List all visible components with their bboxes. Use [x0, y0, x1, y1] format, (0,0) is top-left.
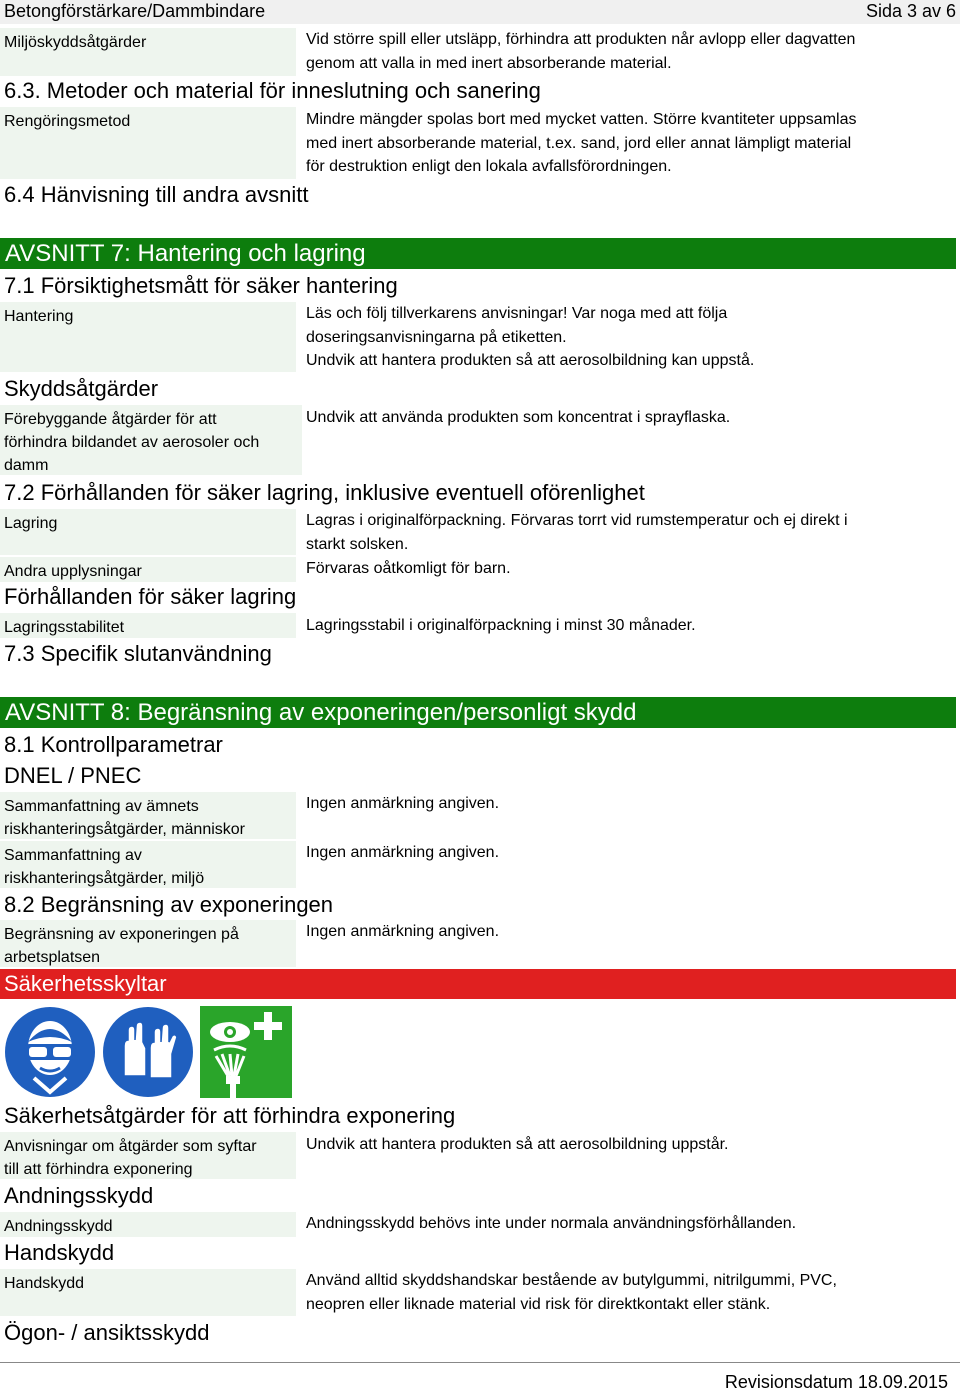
prevention-instructions-label: Anvisningar om åtgärder som syftar till att förhindra exponering — [0, 1132, 296, 1179]
heading-8-1: 8.1 Kontrollparametrar — [4, 732, 223, 757]
eyewash-first-aid-sign-icon — [200, 1006, 292, 1098]
prevention-instructions-value: Undvik att hantera produkten så att aerosolbildning uppstår. — [306, 1136, 729, 1153]
workplace-exposure-value: Ingen anmärkning angiven. — [306, 923, 500, 940]
respiratory-value: Andningsskydd behövs inte under normala användningsförhållanden. — [306, 1215, 797, 1232]
heading-7-3: 7.3 Specifik slutanvändning — [4, 641, 272, 666]
env-risk-value: Ingen anmärkning angiven. — [306, 844, 500, 861]
safety-signs-band: Säkerhetsskyltar — [0, 969, 956, 999]
gloves-sign-icon — [102, 1006, 194, 1098]
storage-stability-value: Lagringsstabil i originalförpackning i minst 30 månader. — [306, 617, 696, 634]
workplace-exposure-label: Begränsning av exponeringen på arbetsplatsen — [0, 920, 296, 967]
exposure-measures-heading: Säkerhetsåtgärder för att förhindra exponering — [4, 1103, 456, 1128]
footer-divider — [0, 1362, 960, 1363]
hand-protection-heading: Handskydd — [4, 1240, 115, 1265]
storage-stability-label: Lagringsstabilitet — [0, 613, 296, 638]
human-risk-label: Sammanfattning av ämnets riskhanteringsåtgärder, människor — [0, 792, 296, 839]
revision-date: Revisionsdatum 18.09.2015 — [724, 1372, 948, 1392]
env-measures-label: Miljöskyddsåtgärder — [0, 28, 296, 76]
respiratory-heading: Andningsskydd — [4, 1183, 154, 1208]
document-title: Betongförstärkare/Dammbindare — [4, 1, 266, 21]
hand-protection-value: Använd alltid skyddshandskar bestående av butylgummi, nitrilgummi, PVC, neopren eller liknade material vid risk för direktkontakt eller stänk. — [306, 1272, 837, 1313]
eye-protection-sign-icon — [4, 1006, 96, 1098]
heading-6-4: 6.4 Hänvisning till andra avsnitt — [4, 182, 309, 207]
other-info-value: Förvaras oåtkomligt för barn. — [306, 560, 511, 577]
section-7-band: AVSNITT 7: Hantering och lagring — [0, 238, 956, 269]
cleaning-method-label: Rengöringsmetod — [0, 107, 296, 179]
storage-conditions-heading: Förhållanden för säker lagring — [4, 584, 297, 609]
env-measures-value: Vid större spill eller utsläpp, förhindra att produkten når avlopp eller dagvatten genom att valla in med inert absorberande material. — [306, 31, 856, 72]
protective-measures-heading: Skyddsåtgärder — [4, 376, 159, 401]
page-number: Sida 3 av 6 — [865, 1, 956, 21]
handling-label: Hantering — [0, 302, 296, 372]
heading-7-1: 7.1 Försiktighetsmått för säker hantering — [4, 273, 398, 298]
aerosol-prevention-label: Förebyggande åtgärder för att förhindra bildandet av aerosoler och damm — [0, 405, 302, 475]
cleaning-method-value: Mindre mängder spolas bort med mycket vatten. Större kvantiteter uppsamlas med inert absorberande material, t.ex. sand, jord eller annat lämpligt material för destruktion enligt den lokala avfallsförordningen. — [306, 111, 857, 175]
hand-protection-label: Handskydd — [0, 1269, 296, 1316]
respiratory-label: Andningsskydd — [0, 1212, 296, 1237]
dnel-pnec-heading: DNEL / PNEC — [4, 763, 142, 788]
storage-value: Lagras i originalförpackning. Förvaras torrt vid rumstemperatur och ej direkt i starkt solsken. — [306, 512, 848, 553]
eye-face-protection-heading: Ögon- / ansiktsskydd — [4, 1320, 210, 1345]
section-8-band: AVSNITT 8: Begränsning av exponeringen/personligt skydd — [0, 697, 956, 728]
env-risk-label: Sammanfattning av riskhanteringsåtgärder, miljö — [0, 841, 296, 888]
human-risk-value: Ingen anmärkning angiven. — [306, 795, 500, 812]
heading-8-2: 8.2 Begränsning av exponeringen — [4, 892, 334, 917]
aerosol-prevention-value: Undvik att använda produkten som koncentrat i sprayflaska. — [306, 409, 731, 426]
heading-7-2: 7.2 Förhållanden för säker lagring, inklusive eventuell oförenlighet — [4, 480, 645, 505]
other-info-label: Andra upplysningar — [0, 557, 296, 582]
storage-label: Lagring — [0, 509, 296, 555]
heading-6-3: 6.3. Metoder och material för inneslutning och sanering — [4, 78, 541, 103]
handling-value: Läs och följ tillverkarens anvisningar! Var noga med att följa doseringsanvisningarna på etiketten. Undvik att hantera produkten så att aerosolbildning kan uppstå. — [306, 305, 755, 369]
